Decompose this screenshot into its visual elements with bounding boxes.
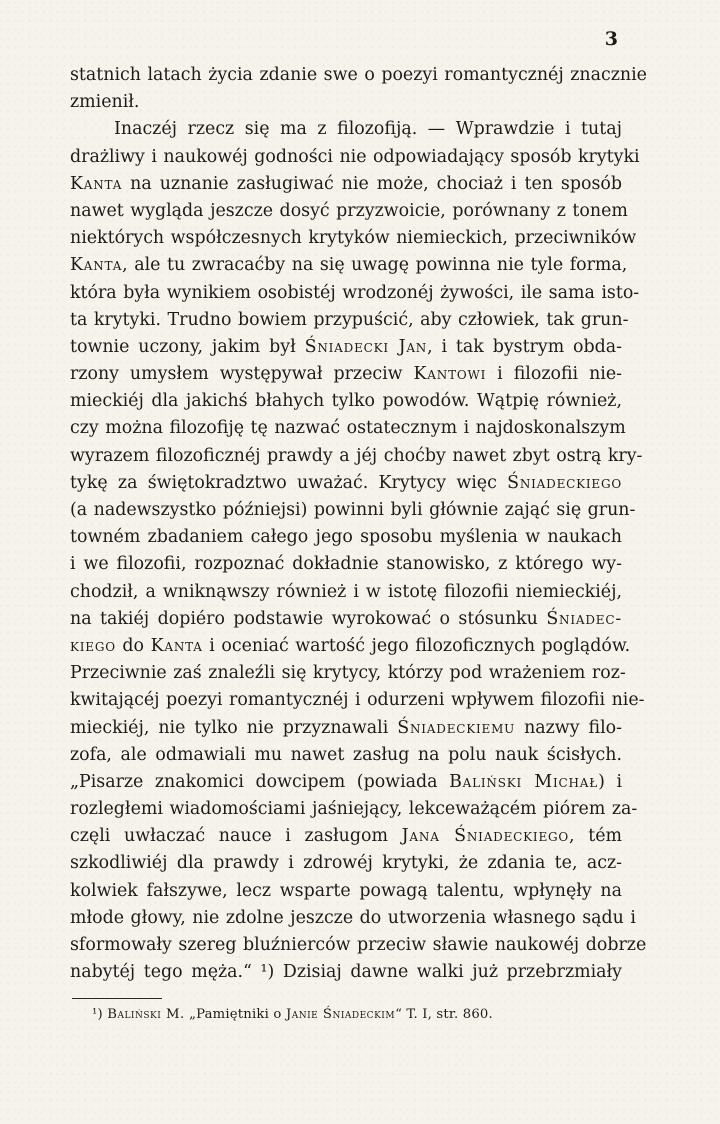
name-kantowi: Kantowi xyxy=(413,364,487,385)
text-line: Przeciwnie zaś znaleźli się krytycy, którzy pod wrażeniem roz- xyxy=(70,663,626,684)
text-line: mieckiéj dla jakichś błahych tylko powodów. Wątpię również, xyxy=(70,391,622,412)
text-line: chodził, a wniknąwszy również i w istotę filozofii niemieckiéj, xyxy=(70,581,622,602)
text-line: „Pisarze znakomici dowcipem (powiada Baliński Michał) i xyxy=(70,771,623,792)
text-line: rozległemi wiadomościami jaśniejący, lekceważącém piórem za- xyxy=(70,799,638,820)
text-line: tykę za świętokradztwo uważać. Krytycy więc Śniadeckiego xyxy=(70,472,622,493)
footnote-title-post: “ T. I, str. 860. xyxy=(395,1007,493,1022)
text-line: kiego do Kanta i oceniać wartość jego filozoficznych poglądów. xyxy=(70,635,631,656)
footnote-reference: ¹) xyxy=(260,962,275,983)
text-line: kolwiek fałszywe, lecz wsparte powagą talentu, wpłynęły na xyxy=(70,880,622,901)
text-line: nawet wygląda jeszcze dosyć przyzwoicie, porównany z tonem xyxy=(70,200,628,221)
name-sniadec: Śniadec- xyxy=(546,608,623,629)
text-line: wyrazem filozoficznéj prawdy a jéj choćby nawet zbyt ostrą kry- xyxy=(70,445,643,466)
text-line: drażliwy i naukowéj godności nie odpowiadający sposób krytyki xyxy=(70,146,640,167)
name-sniadecki-jan: Śniadecki Jan xyxy=(304,336,428,357)
text-line: rzony umysłem występywał przeciw Kantowi i filozofii nie- xyxy=(70,364,622,385)
text-line: częli uwłaczać nauce i zasługom Jana Śniadeckiego, tém xyxy=(70,826,623,847)
text-line: (a nadewszystko późniejsi) powinni byli głównie zająć się grun- xyxy=(70,500,636,520)
body-text xyxy=(70,62,647,986)
text-line: nabytéj tego męża.“ ¹) Dzisiaj dawne walki już przebrzmiały xyxy=(70,962,623,983)
text-line: na takiéj dopiéro podstawie wyrokować o stósunku Śniadec- xyxy=(70,608,623,629)
text-line: czy można filozofiję tę nazwać ostatecznym i najdoskonalszym xyxy=(70,418,626,439)
text-line: Inaczéj rzecz się ma z filozofiją. — Wprawdzie i tutaj xyxy=(114,119,622,140)
footnote-marker: ¹) xyxy=(92,1007,103,1022)
footnote-title-name: Janie Śniadeckim xyxy=(285,1007,396,1022)
text-line: Kanta na uznanie zasługiwać nie może, chociaż i ten sposób xyxy=(70,173,622,194)
footnote-title-pre: „Pamiętniki o xyxy=(189,1007,282,1022)
footnote xyxy=(92,1006,493,1024)
footnote-author: Baliński M. xyxy=(107,1007,185,1022)
text-line: która była wynikiem osobistéj wrodzonéj żywości, ile sama isto- xyxy=(70,282,640,303)
text-line: niektórych współczesnych krytyków niemieckich, przeciwników xyxy=(70,228,637,249)
name-sniadeckiemu: Śniadeckiemu xyxy=(397,717,516,738)
name-kanta: Kanta xyxy=(150,635,203,656)
text-line: statnich latach życia zdanie swe o poezyi romantycznéj znacznie xyxy=(70,65,647,85)
page-number: 3 xyxy=(604,28,618,50)
text-line: townie uczony, jakim był Śniadecki Jan, i tak bystrym obda- xyxy=(70,336,623,357)
text-line: zmienił. xyxy=(70,92,140,113)
text-line: Kanta, ale tu zwracaćby na się uwagę powinna nie tyle forma, xyxy=(70,255,628,276)
name-sniadeckiego: Śniadeckiego xyxy=(507,472,622,493)
name-jana-sniadeckiego: Jana Śniadeckiego xyxy=(401,826,570,847)
footnote-rule xyxy=(72,998,162,999)
text-line: młode głowy, nie zdolne jeszcze do utworzenia własnego sądu i xyxy=(70,907,636,928)
name-kanta: Kanta xyxy=(70,255,123,276)
text-line: towném zbadaniem całego jego sposobu myślenia w naukach xyxy=(70,527,622,548)
text-line: i we filozofii, rozpoznać dokładnie stanowisko, z którego wy- xyxy=(70,554,622,575)
text-line: kwitającéj poezyi romantycznéj i odurzeni wpływem filozofii nie- xyxy=(70,690,645,711)
text-line: szkodliwiéj dla prawdy i zdrowéj krytyki, że zdania te, acz- xyxy=(70,853,622,874)
text-line: ta krytyki. Trudno bowiem przypuścić, aby człowiek, tak grun- xyxy=(70,309,629,330)
text-line: zofa, ale odmawiali mu nawet zasług na polu nauk ścisłych. xyxy=(70,744,622,765)
name-balinski-michal: Baliński Michał xyxy=(449,771,599,792)
name-kanta: Kanta xyxy=(70,173,123,194)
text-line: mieckiéj, nie tylko nie przyznawali Śniadeckiemu nazwy filo- xyxy=(70,717,622,738)
name-kiego: kiego xyxy=(70,635,116,656)
text-line: sformowały szereg bluźnierców przeciw sławie naukowéj dobrze xyxy=(70,935,647,955)
